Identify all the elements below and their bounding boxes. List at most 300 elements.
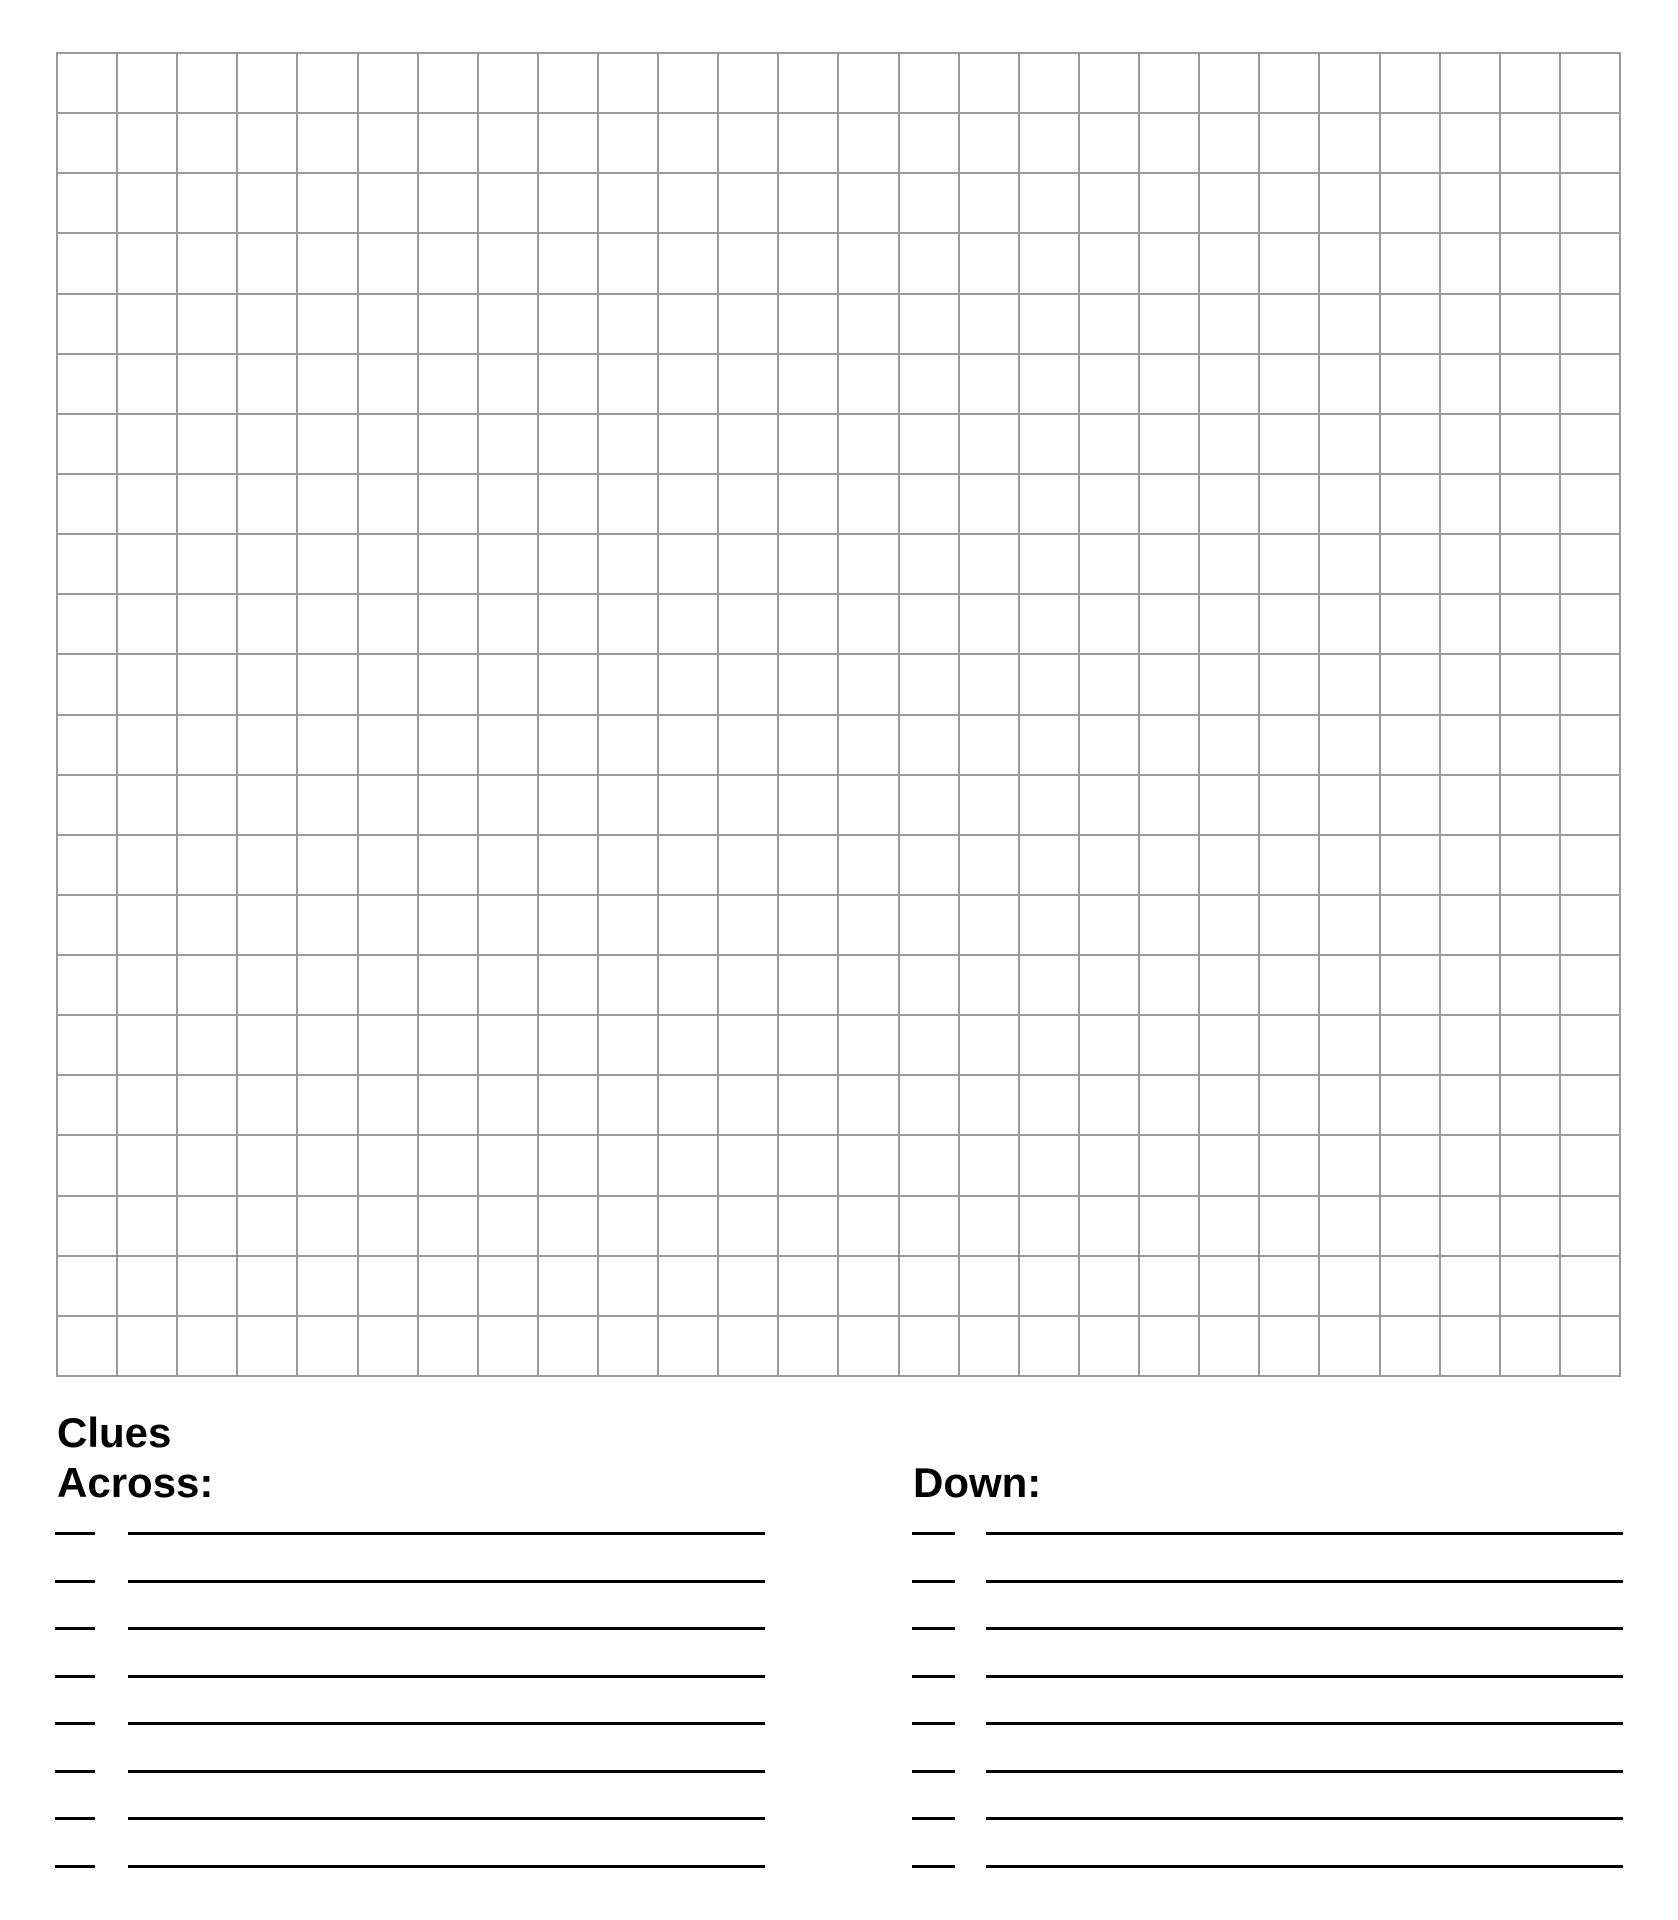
grid-cell [1501, 1197, 1561, 1257]
grid-cell [1381, 776, 1441, 836]
grid-cell [599, 956, 659, 1016]
grid-cell [1561, 595, 1621, 655]
grid-cell [839, 655, 899, 715]
grid-cell [1080, 295, 1140, 355]
grid-cell [539, 1016, 599, 1076]
grid-cell [1381, 896, 1441, 956]
grid-cell [1381, 355, 1441, 415]
grid-cell [900, 355, 960, 415]
grid-cell [599, 535, 659, 595]
grid-cell [359, 1076, 419, 1136]
grid-cell [359, 535, 419, 595]
grid-cell [1020, 234, 1080, 294]
grid-cell [900, 1076, 960, 1136]
grid-cell [719, 1076, 779, 1136]
grid-cell [58, 415, 118, 475]
clue-text-blank [128, 1817, 765, 1820]
grid-cell [779, 415, 839, 475]
grid-cell [1200, 896, 1260, 956]
down-heading: Down: [913, 1459, 1042, 1506]
grid-cell [1561, 776, 1621, 836]
grid-cell [659, 595, 719, 655]
clue-text-blank [986, 1722, 1623, 1725]
grid-cell [779, 535, 839, 595]
grid-cell [599, 716, 659, 776]
grid-cell [839, 1317, 899, 1377]
grid-cell [359, 295, 419, 355]
grid-cell [1441, 1317, 1501, 1377]
grid-cell [839, 1257, 899, 1317]
crossword-grid [56, 52, 1621, 1377]
grid-cell [359, 234, 419, 294]
grid-cell [58, 595, 118, 655]
grid-cell [1080, 415, 1140, 475]
grid-cell [1320, 836, 1380, 896]
grid-cell [1140, 1197, 1200, 1257]
grid-cell [1320, 475, 1380, 535]
grid-cell [298, 896, 358, 956]
grid-cell [539, 415, 599, 475]
grid-cell [118, 415, 178, 475]
grid-cell [178, 1016, 238, 1076]
grid-cell [1260, 776, 1320, 836]
grid-cell [479, 776, 539, 836]
grid-cell [1381, 1016, 1441, 1076]
grid-cell [1020, 956, 1080, 1016]
grid-cell [960, 174, 1020, 234]
grid-cell [359, 1016, 419, 1076]
grid-cell [238, 836, 298, 896]
grid-cell [839, 896, 899, 956]
grid-cell [419, 234, 479, 294]
grid-cell [960, 415, 1020, 475]
grid-cell [1020, 535, 1080, 595]
grid-cell [298, 595, 358, 655]
clue-text-blank [986, 1580, 1623, 1583]
grid-cell [1441, 174, 1501, 234]
grid-cell [1020, 1317, 1080, 1377]
grid-cell [900, 1197, 960, 1257]
grid-cell [659, 1317, 719, 1377]
grid-cell [58, 716, 118, 776]
grid-cell [1561, 956, 1621, 1016]
grid-cell [779, 896, 839, 956]
grid-cell [479, 355, 539, 415]
grid-cell [1080, 114, 1140, 174]
grid-cell [479, 234, 539, 294]
grid-cell [178, 595, 238, 655]
clue-number-blank [912, 1817, 955, 1820]
grid-cell [1140, 896, 1200, 956]
grid-cell [359, 174, 419, 234]
grid-cell [1320, 54, 1380, 114]
grid-cell [58, 1136, 118, 1196]
grid-cell [1441, 836, 1501, 896]
grid-cell [839, 776, 899, 836]
grid-cell [599, 1136, 659, 1196]
grid-cell [1020, 655, 1080, 715]
grid-cell [659, 415, 719, 475]
grid-cell [1441, 1136, 1501, 1196]
grid-cell [1080, 776, 1140, 836]
grid-cell [238, 595, 298, 655]
grid-cell [900, 836, 960, 896]
grid-cell [1441, 1197, 1501, 1257]
grid-cell [659, 535, 719, 595]
grid-cell [58, 535, 118, 595]
grid-cell [118, 1197, 178, 1257]
grid-cell [659, 1197, 719, 1257]
grid-cell [298, 355, 358, 415]
grid-cell [1441, 475, 1501, 535]
grid-cell [359, 415, 419, 475]
grid-cell [599, 355, 659, 415]
grid-cell [839, 475, 899, 535]
grid-cell [1140, 234, 1200, 294]
grid-cell [779, 716, 839, 776]
grid-cell [1260, 1317, 1320, 1377]
grid-cell [178, 234, 238, 294]
grid-cell [419, 836, 479, 896]
grid-cell [1320, 1016, 1380, 1076]
grid-cell [1200, 295, 1260, 355]
grid-cell [1080, 174, 1140, 234]
grid-cell [359, 1317, 419, 1377]
grid-cell [1140, 836, 1200, 896]
grid-cell [719, 174, 779, 234]
grid-cell [1080, 1076, 1140, 1136]
grid-cell [1020, 896, 1080, 956]
grid-cell [779, 1257, 839, 1317]
grid-cell [118, 114, 178, 174]
grid-cell [479, 836, 539, 896]
grid-cell [419, 415, 479, 475]
grid-cell [238, 295, 298, 355]
grid-cell [298, 234, 358, 294]
grid-cell [238, 1257, 298, 1317]
grid-cell [1320, 1317, 1380, 1377]
grid-cell [1381, 1197, 1441, 1257]
grid-cell [479, 1016, 539, 1076]
grid-cell [298, 836, 358, 896]
grid-cell [539, 54, 599, 114]
grid-cell [1381, 415, 1441, 475]
grid-cell [1080, 655, 1140, 715]
grid-cell [419, 896, 479, 956]
grid-cell [1080, 1136, 1140, 1196]
grid-cell [58, 234, 118, 294]
grid-cell [1020, 1257, 1080, 1317]
grid-cell [58, 896, 118, 956]
grid-cell [1020, 1016, 1080, 1076]
grid-cell [178, 475, 238, 535]
grid-cell [539, 1317, 599, 1377]
grid-cell [178, 716, 238, 776]
grid-cell [359, 776, 419, 836]
clue-number-blank [912, 1675, 955, 1678]
grid-cell [118, 234, 178, 294]
grid-cell [719, 896, 779, 956]
clue-text-blank [986, 1675, 1623, 1678]
grid-cell [779, 1076, 839, 1136]
grid-cell [1140, 1076, 1200, 1136]
grid-cell [118, 355, 178, 415]
clue-text-blank [986, 1627, 1623, 1630]
clue-number-blank [55, 1722, 95, 1725]
grid-cell [1140, 716, 1200, 776]
grid-cell [1501, 295, 1561, 355]
grid-cell [1441, 956, 1501, 1016]
grid-cell [479, 1136, 539, 1196]
grid-cell [1441, 54, 1501, 114]
grid-cell [900, 956, 960, 1016]
grid-cell [178, 836, 238, 896]
grid-cell [1200, 114, 1260, 174]
grid-cell [599, 655, 659, 715]
grid-cell [1020, 1197, 1080, 1257]
grid-cell [1080, 1016, 1140, 1076]
grid-cell [719, 595, 779, 655]
grid-cell [1140, 114, 1200, 174]
grid-cell [118, 535, 178, 595]
grid-cell [539, 355, 599, 415]
grid-cell [1260, 655, 1320, 715]
clue-number-blank [55, 1865, 95, 1868]
grid-cell [238, 114, 298, 174]
grid-cell [900, 896, 960, 956]
grid-cell [1260, 896, 1320, 956]
grid-cell [960, 836, 1020, 896]
grid-cell [1320, 114, 1380, 174]
grid-cell [839, 234, 899, 294]
grid-cell [719, 956, 779, 1016]
grid-cell [1020, 114, 1080, 174]
grid-cell [779, 1016, 839, 1076]
grid-cell [479, 1076, 539, 1136]
grid-cell [118, 475, 178, 535]
grid-cell [1020, 776, 1080, 836]
grid-cell [1441, 114, 1501, 174]
grid-cell [1441, 896, 1501, 956]
grid-cell [599, 295, 659, 355]
clue-text-blank [128, 1770, 765, 1773]
grid-cell [1200, 174, 1260, 234]
grid-cell [118, 295, 178, 355]
grid-cell [1561, 475, 1621, 535]
grid-cell [238, 1317, 298, 1377]
grid-cell [1501, 655, 1561, 715]
grid-cell [900, 716, 960, 776]
grid-cell [719, 114, 779, 174]
grid-cell [1381, 114, 1441, 174]
grid-cell [1140, 1317, 1200, 1377]
grid-cell [479, 956, 539, 1016]
grid-cell [539, 1136, 599, 1196]
grid-cell [1080, 716, 1140, 776]
grid-cell [419, 1197, 479, 1257]
grid-cell [900, 535, 960, 595]
grid-cell [1561, 1136, 1621, 1196]
grid-cell [599, 114, 659, 174]
grid-cell [1381, 956, 1441, 1016]
grid-cell [178, 1076, 238, 1136]
grid-cell [1561, 415, 1621, 475]
grid-cell [1200, 655, 1260, 715]
grid-cell [539, 295, 599, 355]
grid-cell [1260, 295, 1320, 355]
grid-cell [1381, 595, 1441, 655]
grid-cell [359, 1197, 419, 1257]
grid-cell [479, 174, 539, 234]
grid-cell [58, 1076, 118, 1136]
grid-cell [599, 1317, 659, 1377]
grid-cell [839, 595, 899, 655]
grid-cell [479, 415, 539, 475]
grid-cell [839, 836, 899, 896]
grid-cell [599, 54, 659, 114]
grid-cell [659, 174, 719, 234]
grid-cell [1200, 1197, 1260, 1257]
grid-cell [1501, 415, 1561, 475]
grid-cell [779, 776, 839, 836]
grid-cell [178, 655, 238, 715]
grid-cell [419, 295, 479, 355]
grid-cell [779, 54, 839, 114]
grid-cell [1561, 535, 1621, 595]
grid-cell [298, 655, 358, 715]
grid-cell [298, 776, 358, 836]
grid-cell [719, 776, 779, 836]
clue-number-blank [912, 1722, 955, 1725]
clue-number-blank [55, 1770, 95, 1773]
grid-cell [539, 896, 599, 956]
grid-cell [1260, 114, 1320, 174]
grid-cell [1561, 54, 1621, 114]
grid-cell [539, 776, 599, 836]
grid-cell [1561, 234, 1621, 294]
grid-cell [359, 716, 419, 776]
grid-cell [900, 595, 960, 655]
grid-cell [1441, 355, 1501, 415]
grid-cell [1200, 415, 1260, 475]
clue-text-blank [128, 1532, 765, 1535]
grid-cell [1320, 595, 1380, 655]
grid-cell [839, 415, 899, 475]
grid-cell [419, 956, 479, 1016]
grid-cell [599, 475, 659, 535]
grid-cell [238, 655, 298, 715]
clue-number-blank [912, 1627, 955, 1630]
grid-cell [539, 174, 599, 234]
grid-cell [1381, 535, 1441, 595]
grid-cell [839, 716, 899, 776]
grid-cell [719, 54, 779, 114]
clue-number-blank [912, 1865, 955, 1868]
grid-cell [1501, 716, 1561, 776]
grid-cell [238, 535, 298, 595]
grid-cell [900, 415, 960, 475]
grid-cell [539, 475, 599, 535]
grid-cell [599, 174, 659, 234]
grid-cell [599, 415, 659, 475]
grid-cell [659, 355, 719, 415]
grid-cell [1080, 1197, 1140, 1257]
grid-cell [719, 836, 779, 896]
grid-cell [1020, 295, 1080, 355]
clue-number-blank [55, 1580, 95, 1583]
grid-cell [1080, 355, 1140, 415]
grid-cell [659, 836, 719, 896]
grid-cell [1140, 776, 1200, 836]
clue-text-blank [986, 1865, 1623, 1868]
grid-cell [1200, 535, 1260, 595]
grid-cell [178, 956, 238, 1016]
grid-cell [779, 836, 839, 896]
grid-cell [659, 956, 719, 1016]
grid-cell [779, 475, 839, 535]
grid-cell [1020, 1136, 1080, 1196]
grid-cell [118, 956, 178, 1016]
grid-cell [1381, 475, 1441, 535]
clue-number-blank [912, 1770, 955, 1773]
grid-cell [118, 54, 178, 114]
grid-cell [960, 716, 1020, 776]
grid-cell [1320, 234, 1380, 294]
clue-number-blank [55, 1627, 95, 1630]
grid-cell [539, 716, 599, 776]
grid-cell [1260, 475, 1320, 535]
grid-cell [900, 1136, 960, 1196]
grid-cell [359, 655, 419, 715]
grid-cell [1381, 1136, 1441, 1196]
grid-cell [599, 896, 659, 956]
grid-cell [1200, 54, 1260, 114]
grid-cell [178, 1317, 238, 1377]
grid-cell [1441, 1257, 1501, 1317]
grid-cell [960, 475, 1020, 535]
grid-cell [599, 1016, 659, 1076]
grid-cell [178, 1197, 238, 1257]
grid-cell [1140, 1016, 1200, 1076]
grid-cell [1080, 956, 1140, 1016]
grid-cell [659, 1136, 719, 1196]
grid-cell [1080, 234, 1140, 294]
grid-cell [178, 415, 238, 475]
grid-cell [238, 1016, 298, 1076]
grid-cell [539, 956, 599, 1016]
grid-cell [719, 1136, 779, 1196]
grid-cell [298, 956, 358, 1016]
grid-cell [659, 475, 719, 535]
grid-cell [178, 535, 238, 595]
grid-cell [479, 54, 539, 114]
grid-cell [359, 836, 419, 896]
grid-cell [419, 174, 479, 234]
grid-cell [599, 836, 659, 896]
grid-cell [479, 716, 539, 776]
grid-cell [1140, 1257, 1200, 1317]
grid-cell [1200, 776, 1260, 836]
grid-cell [359, 114, 419, 174]
grid-cell [1320, 1136, 1380, 1196]
grid-cell [238, 54, 298, 114]
grid-cell [1260, 716, 1320, 776]
grid-cell [238, 1197, 298, 1257]
grid-cell [238, 896, 298, 956]
grid-cell [1561, 1197, 1621, 1257]
grid-cell [1080, 1317, 1140, 1377]
grid-cell [479, 1257, 539, 1317]
